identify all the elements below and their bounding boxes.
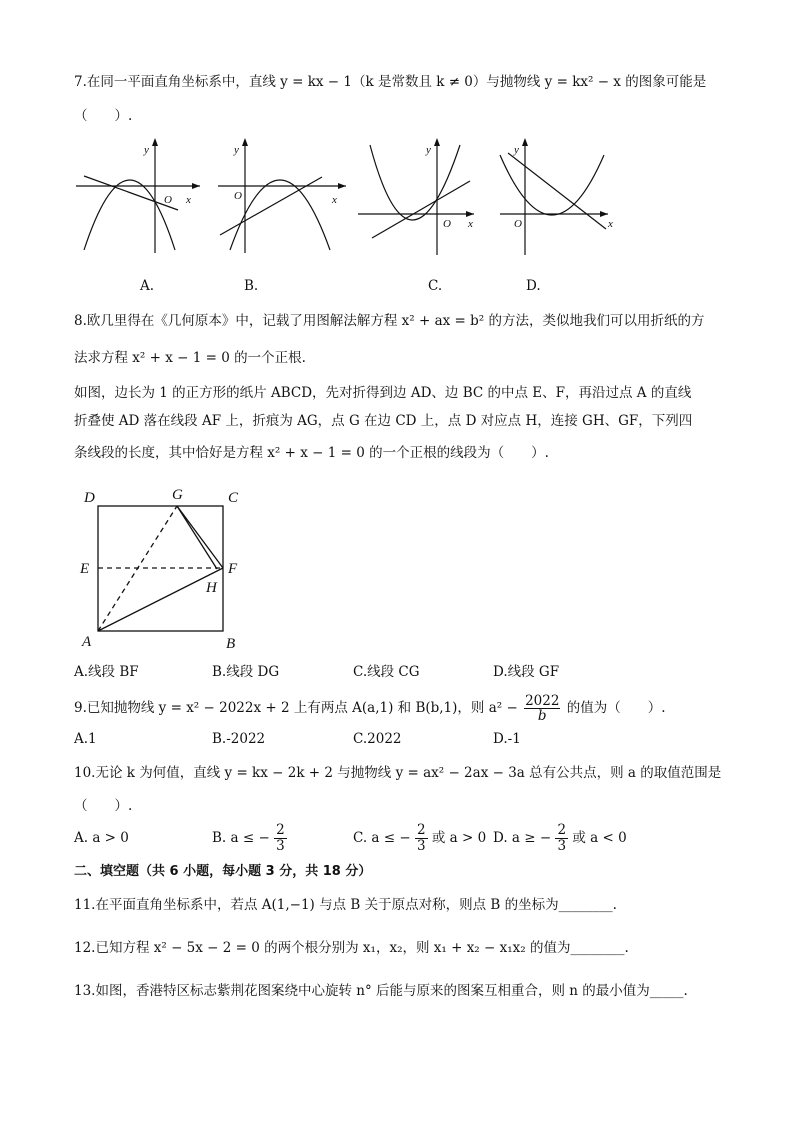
q9-option-a[interactable]: A.1 bbox=[74, 731, 97, 747]
q8-label-c: C bbox=[228, 490, 239, 506]
q7-stem-line2: （ ）. bbox=[74, 108, 133, 124]
q8-option-d[interactable]: D.线段 GF bbox=[493, 664, 560, 680]
q10-stem-line1: 10.无论 k 为何值，直线 y = kx − 2k + 2 与抛物线 y = ax² − 2ax − 3a 总有公共点，则 a 的取值范围是 bbox=[74, 765, 722, 781]
q8-option-b[interactable]: B.线段 DG bbox=[212, 664, 280, 680]
q8-option-a[interactable]: A.线段 BF bbox=[74, 664, 139, 680]
q10-option-c-numerator: 2 bbox=[416, 822, 426, 838]
q10-option-c[interactable] bbox=[353, 820, 486, 856]
q8-stem-line5: 条线段的长度，其中恰好是方程 x² + x − 1 = 0 的一个正根的线段为（ ）. bbox=[74, 445, 549, 461]
q10-option-b-denominator: 3 bbox=[276, 838, 285, 854]
q7-option-a[interactable]: A. bbox=[140, 278, 155, 294]
q10-option-d-fraction bbox=[555, 823, 568, 854]
q8-label-h: H bbox=[206, 580, 217, 596]
q10-option-b[interactable] bbox=[212, 820, 287, 856]
q7-d-origin-label: O bbox=[514, 218, 522, 230]
q7-graphs-figure bbox=[0, 135, 794, 295]
q9-option-b[interactable]: B.-2022 bbox=[212, 731, 266, 747]
q7-c-origin-label: O bbox=[443, 218, 451, 230]
q10-option-d-post: 或 a < 0 bbox=[572, 830, 627, 846]
q7-c-y-label: y bbox=[426, 144, 431, 156]
q7-graph-d bbox=[500, 140, 608, 255]
q7-d-y-label: y bbox=[514, 144, 519, 156]
q9-option-d[interactable]: D.-1 bbox=[493, 731, 521, 747]
q7-b-origin-label: O bbox=[234, 190, 242, 202]
q12-text: 12.已知方程 x² − 5x − 2 = 0 的两个根分别为 x₁，x₂，则 x₁ + x₂ − x₁x₂ 的值为________. bbox=[74, 940, 629, 956]
q10-option-d-numerator: 2 bbox=[557, 822, 567, 838]
q7-stem-line1: 7.在同一平面直角坐标系中，直线 y = kx − 1（k 是常数且 k ≠ 0）与抛物线 y = kx² − x 的图象可能是 bbox=[74, 74, 707, 90]
q10-option-d[interactable] bbox=[493, 820, 627, 856]
q10-option-b-pre: B. a ≤ − bbox=[212, 830, 270, 846]
q9-option-c[interactable]: C.2022 bbox=[353, 731, 402, 747]
q7-b-y-label: y bbox=[234, 144, 239, 156]
q10-option-b-fraction bbox=[274, 823, 287, 854]
q7-graph-c bbox=[358, 140, 474, 255]
q7-option-d[interactable]: D. bbox=[526, 278, 541, 294]
q13-text: 13.如图，香港特区标志紫荆花图案绕中心旋转 n° 后能与原来的图案互相重合，则 n 的最小值为_____. bbox=[74, 983, 688, 999]
q8-label-f: F bbox=[228, 561, 238, 577]
q10-option-d-denominator: 3 bbox=[557, 838, 567, 854]
q9-stem-pre: 9.已知抛物线 y = x² − 2022x + 2 上有两点 A(a,1) 和 B(b,1)，则 a² − bbox=[74, 700, 518, 716]
q10-option-c-post: 或 a > 0 bbox=[431, 830, 487, 846]
q7-b-x-label: x bbox=[332, 194, 337, 206]
q9-fraction-denominator: b bbox=[537, 708, 547, 724]
q7-c-x-label: x bbox=[468, 218, 473, 230]
q7-option-c[interactable]: C. bbox=[428, 278, 443, 294]
q8-label-b: B bbox=[226, 636, 236, 650]
q8-label-a: A bbox=[82, 634, 92, 650]
q8-option-c[interactable]: C.线段 CG bbox=[353, 664, 420, 680]
q10-option-d-pre: D. a ≥ − bbox=[493, 830, 552, 846]
q8-stem-line4: 折叠使 AD 落在线段 AF 上，折痕为 AG，点 G 在边 CD 上，点 D 对应点 H，连接 GH、GF，下列四 bbox=[74, 413, 693, 429]
q8-label-g: G bbox=[172, 487, 183, 503]
q11-text: 11.在平面直角坐标系中，若点 A(1,−1) 与点 B 关于原点对称，则点 B 的坐标为________. bbox=[74, 897, 617, 913]
q10-option-c-fraction bbox=[415, 823, 428, 854]
q7-option-b[interactable]: B. bbox=[244, 278, 259, 294]
section2-title: 二、填空题（共 6 小题，每小题 3 分，共 18 分） bbox=[74, 864, 372, 879]
q10-option-c-denominator: 3 bbox=[416, 838, 426, 854]
q10-stem-line2: （ ）. bbox=[74, 798, 133, 814]
q10-option-b-numerator: 2 bbox=[276, 822, 285, 838]
q8-label-d: D bbox=[84, 490, 95, 506]
q9-fraction bbox=[524, 694, 560, 723]
q8-square-figure bbox=[70, 480, 330, 650]
q7-a-y-label: y bbox=[144, 144, 149, 156]
q10-option-a[interactable]: A. a > 0 bbox=[74, 830, 129, 846]
q9-fraction-numerator: 2022 bbox=[525, 693, 560, 709]
q9-stem-post: 的值为（ ）. bbox=[566, 700, 666, 716]
q9-stem bbox=[74, 694, 666, 723]
q10-option-c-pre: C. a ≤ − bbox=[353, 830, 411, 846]
q7-a-origin-label: O bbox=[164, 194, 172, 206]
q8-stem-line3: 如图，边长为 1 的正方形的纸片 ABCD，先对折得到边 AD、边 BC 的中点 E、F，再沿过点 A 的直线 bbox=[74, 385, 692, 401]
q7-a-x-label: x bbox=[186, 194, 191, 206]
q7-graph-a bbox=[76, 140, 200, 253]
q8-stem-line1: 8.欧几里得在《几何原本》中，记载了用图解法解方程 x² + ax = b² 的方法，类似地我们可以用折纸的方 bbox=[74, 313, 705, 329]
q8-stem-line2: 法求方程 x² + x − 1 = 0 的一个正根. bbox=[74, 350, 306, 366]
q8-label-e: E bbox=[80, 561, 90, 577]
q7-d-x-label: x bbox=[608, 218, 613, 230]
